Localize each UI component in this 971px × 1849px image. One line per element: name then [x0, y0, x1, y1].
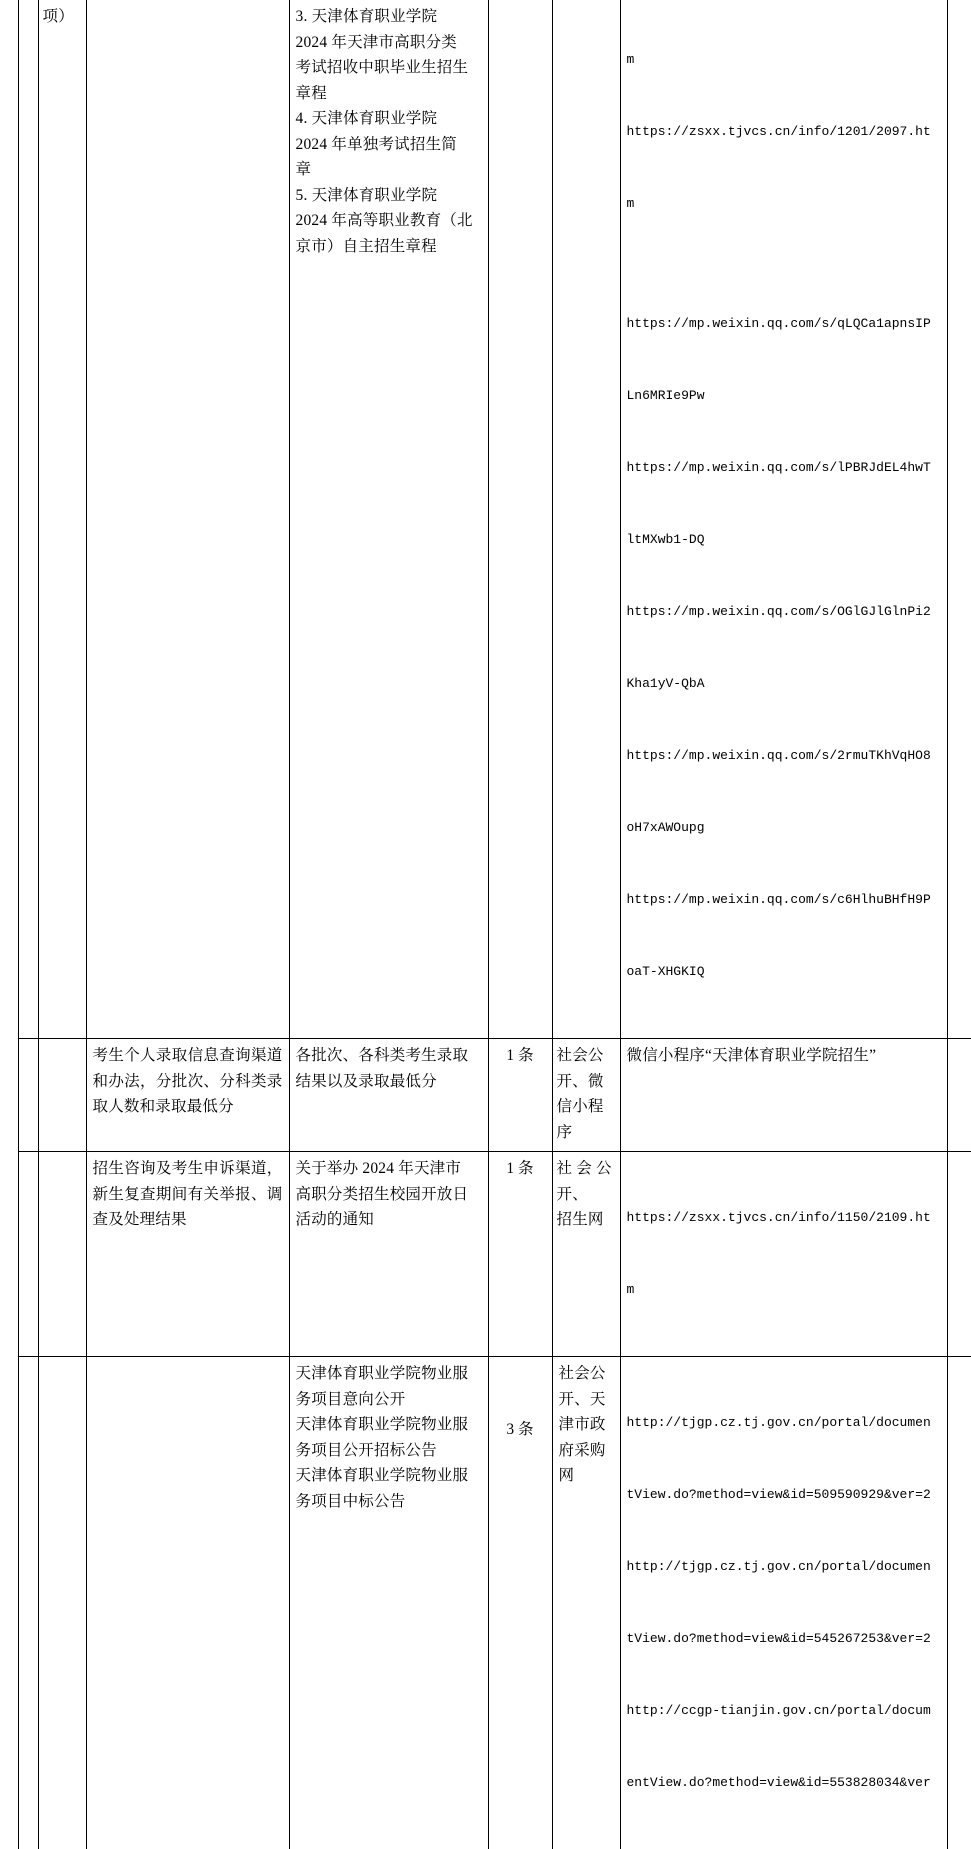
- link-line: 微信小程序“天津体育职业学院招生”: [627, 1043, 941, 1069]
- content-line: 2024 年天津市高职分类: [296, 30, 482, 56]
- channel-line: 信小程: [557, 1094, 618, 1120]
- content-line: 务项目中标公告: [296, 1489, 482, 1515]
- channel-line: 社会公: [559, 1361, 618, 1387]
- channel-line: 序: [557, 1120, 618, 1146]
- link-line: tView.do?method=view&id=509590929&ver=2: [627, 1483, 941, 1507]
- content-line: 2024 年高等职业教育（北: [296, 208, 482, 234]
- row2-channel: [552, 1039, 620, 1152]
- link-line: entView.do?method=view&id=553828034&ver: [627, 1771, 941, 1795]
- row3-count: 1 条: [488, 1152, 552, 1357]
- content-line: 章程: [296, 81, 482, 107]
- row3-channel: [552, 1152, 620, 1357]
- row1-item: [86, 0, 289, 1039]
- channel-line: 开、微: [557, 1069, 618, 1095]
- content-line: 天津体育职业学院物业服: [296, 1361, 482, 1387]
- row3-content: [289, 1152, 488, 1357]
- channel-line: 招生网: [557, 1207, 618, 1233]
- row4-channel: [552, 1357, 620, 1849]
- content-line: 考试招收中职毕业生招生: [296, 55, 482, 81]
- row2-col-index: [18, 1039, 38, 1152]
- row1-col-index: [18, 0, 38, 1039]
- row1-spacer-left: [0, 0, 18, 1039]
- link-line[interactable]: http://tjgp.cz.tj.gov.cn/portal/documen: [627, 1411, 941, 1435]
- link-line[interactable]: http://ccgp-tianjin.gov.cn/portal/docum: [627, 1699, 941, 1723]
- link-line: ltMXwb1-DQ: [627, 528, 941, 552]
- content-line: 天津体育职业学院物业服: [296, 1463, 482, 1489]
- row3-item: 招生咨询及考生申诉渠道，新生复查期间有关举报、调查及处理结果: [86, 1152, 289, 1357]
- row2-content: [289, 1039, 488, 1152]
- table-row: [0, 1357, 971, 1849]
- content-line: 结果以及录取最低分: [296, 1069, 482, 1095]
- row4-item: [86, 1357, 289, 1849]
- link-line: oaT-XHGKIQ: [627, 960, 941, 984]
- link-line: m: [627, 1278, 941, 1302]
- row4-left-note: [38, 1357, 86, 1849]
- link-line[interactable]: https://mp.weixin.qq.com/s/qLQCa1apnsIP: [627, 312, 941, 336]
- row3-links: [620, 1152, 947, 1357]
- row4-links: [620, 1357, 947, 1849]
- link-line: m: [627, 48, 941, 72]
- row4-col-index: [18, 1357, 38, 1849]
- channel-line: 社会公: [557, 1043, 618, 1069]
- content-line: 2024 年单独考试招生简: [296, 132, 482, 158]
- row2-item: 考生个人录取信息查询渠道和办法，分批次、分科类录取人数和录取最低分: [86, 1039, 289, 1152]
- content-line: 天津体育职业学院物业服: [296, 1412, 482, 1438]
- link-line[interactable]: https://mp.weixin.qq.com/s/2rmuTKhVqHO8: [627, 744, 941, 768]
- content-line: 务项目意向公开: [296, 1387, 482, 1413]
- table-row: [0, 1152, 971, 1357]
- row1-channel: [552, 0, 620, 1039]
- content-line: 4. 天津体育职业学院: [296, 106, 482, 132]
- channel-line: 社 会 公: [557, 1156, 618, 1182]
- row2-count: 1 条: [488, 1039, 552, 1152]
- content-line: 章: [296, 157, 482, 183]
- link-line: m: [627, 192, 941, 216]
- link-line[interactable]: https://mp.weixin.qq.com/s/lPBRJdEL4hwT: [627, 456, 941, 480]
- link-line[interactable]: https://zsxx.tjvcs.cn/info/1150/2109.ht: [627, 1206, 941, 1230]
- channel-line: 开、天: [559, 1387, 618, 1413]
- document-page: [0, 0, 971, 561]
- content-line: 各批次、各科类考生录取: [296, 1043, 482, 1069]
- row3-col-index: [18, 1152, 38, 1357]
- row4-count: 3 条: [488, 1357, 552, 1849]
- row1-spacer-right: [947, 0, 971, 1039]
- channel-line: 网: [559, 1463, 618, 1489]
- row2-spacer-right: [947, 1039, 971, 1152]
- content-line: 高职分类招生校园开放日: [296, 1182, 482, 1208]
- link-line: Ln6MRIe9Pw: [627, 384, 941, 408]
- row4-content: [289, 1357, 488, 1849]
- row1-links: [620, 0, 947, 1039]
- row4-spacer-left: [0, 1357, 18, 1849]
- row1-left-note: 项）: [38, 0, 86, 1039]
- content-line: 关于举办 2024 年天津市: [296, 1156, 482, 1182]
- content-line: 5. 天津体育职业学院: [296, 183, 482, 209]
- content-line: 3. 天津体育职业学院: [296, 4, 482, 30]
- link-line[interactable]: https://mp.weixin.qq.com/s/OGlGJlGlnPi2: [627, 600, 941, 624]
- link-line: Kha1yV-QbA: [627, 672, 941, 696]
- channel-line: 开、: [557, 1182, 618, 1208]
- table-row: [0, 1039, 971, 1152]
- channel-line: 津市政: [559, 1412, 618, 1438]
- content-line: 务项目公开招标公告: [296, 1438, 482, 1464]
- content-line: 京市）自主招生章程: [296, 234, 482, 260]
- row3-spacer-left: [0, 1152, 18, 1357]
- content-line: 活动的通知: [296, 1207, 482, 1233]
- link-line[interactable]: https://zsxx.tjvcs.cn/info/1201/2097.ht: [627, 120, 941, 144]
- link-line: oH7xAWOupg: [627, 816, 941, 840]
- channel-line: 府采购: [559, 1438, 618, 1464]
- row1-content: [289, 0, 488, 1039]
- link-line[interactable]: http://tjgp.cz.tj.gov.cn/portal/documen: [627, 1555, 941, 1579]
- row3-spacer-right: [947, 1152, 971, 1357]
- row3-left-note: [38, 1152, 86, 1357]
- row2-left-note: [38, 1039, 86, 1152]
- row2-links: [620, 1039, 947, 1152]
- link-line[interactable]: https://mp.weixin.qq.com/s/c6HlhuBHfH9P: [627, 888, 941, 912]
- row2-spacer-left: [0, 1039, 18, 1152]
- link-line: tView.do?method=view&id=545267253&ver=2: [627, 1627, 941, 1651]
- row1-count: [488, 0, 552, 1039]
- row4-spacer-right: [947, 1357, 971, 1849]
